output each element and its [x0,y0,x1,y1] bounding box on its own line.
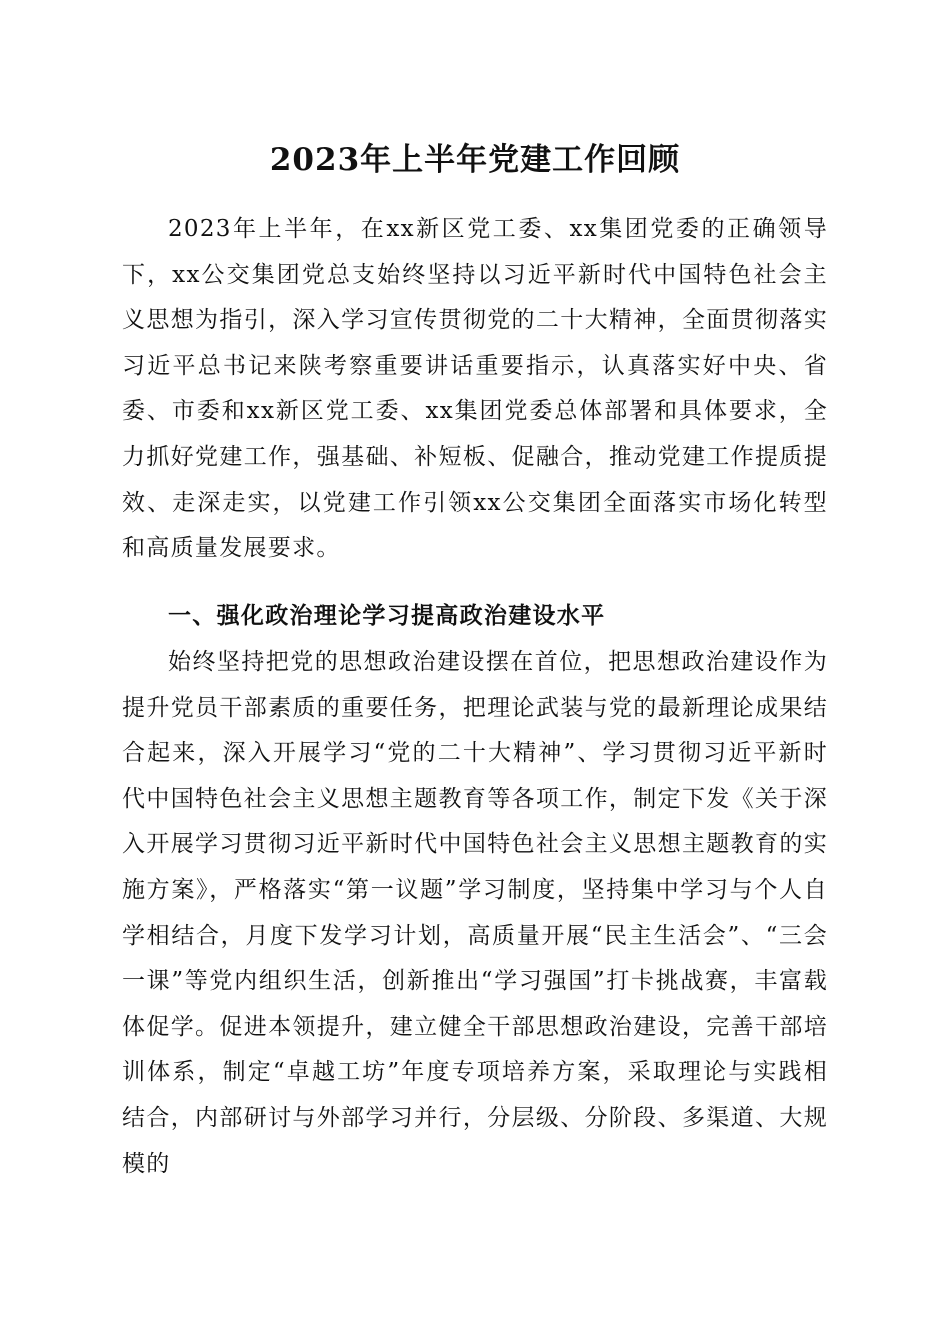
intro-paragraph: 2023年上半年，在xx新区党工委、xx集团党委的正确领导下，xx公交集团党总支始终坚持以习近平新时代中国特色社会主义思想为指引，深入学习宣传贯彻党的二十大精神，全面贯彻落实习近平总书记来陕考察重要讲话重要指示，认真落实好中央、省委、市委和xx新区党工委、xx集团党委总体部署和具体要求，全力抓好党建工作，强基础、补短板、促融合，推动党建工作提质提效、走深走实，以党建工作引领xx公交集团全面落实市场化转型和高质量发展要求。 [122,216,828,562]
section-1-paragraph: 始终坚持把党的思想政治建设摆在首位，把思想政治建设作为提升党员干部素质的重要任务，把理论武装与党的最新理论成果结合起来，深入开展学习“党的二十大精神”、学习贯彻习近平新时代中国特色社会主义思想主题教育等各项工作，制定下发《关于深入开展学习贯彻习近平新时代中国特色社会主义思想主题教育的实施方案》，严格落实“第一议题”学习制度，坚持集中学习与个人自学相结合，月度下发学习计划，高质量开展“民主生活会”、“三会一课”等党内组织生活，创新推出“学习强国”打卡挑战赛，丰富载体促学。促进本领提升，建立健全干部思想政治建设，完善干部培训体系，制定“卓越工坊”年度专项培养方案，采取理论与实践相结合，内部研讨与外部学习并行，分层级、分阶段、多渠道、大规模的 [122,649,828,1177]
document-title: 2023年上半年党建工作回顾 [269,142,681,178]
section-heading-1: 一、强化政治理论学习提高政治建设水平 [168,603,606,629]
